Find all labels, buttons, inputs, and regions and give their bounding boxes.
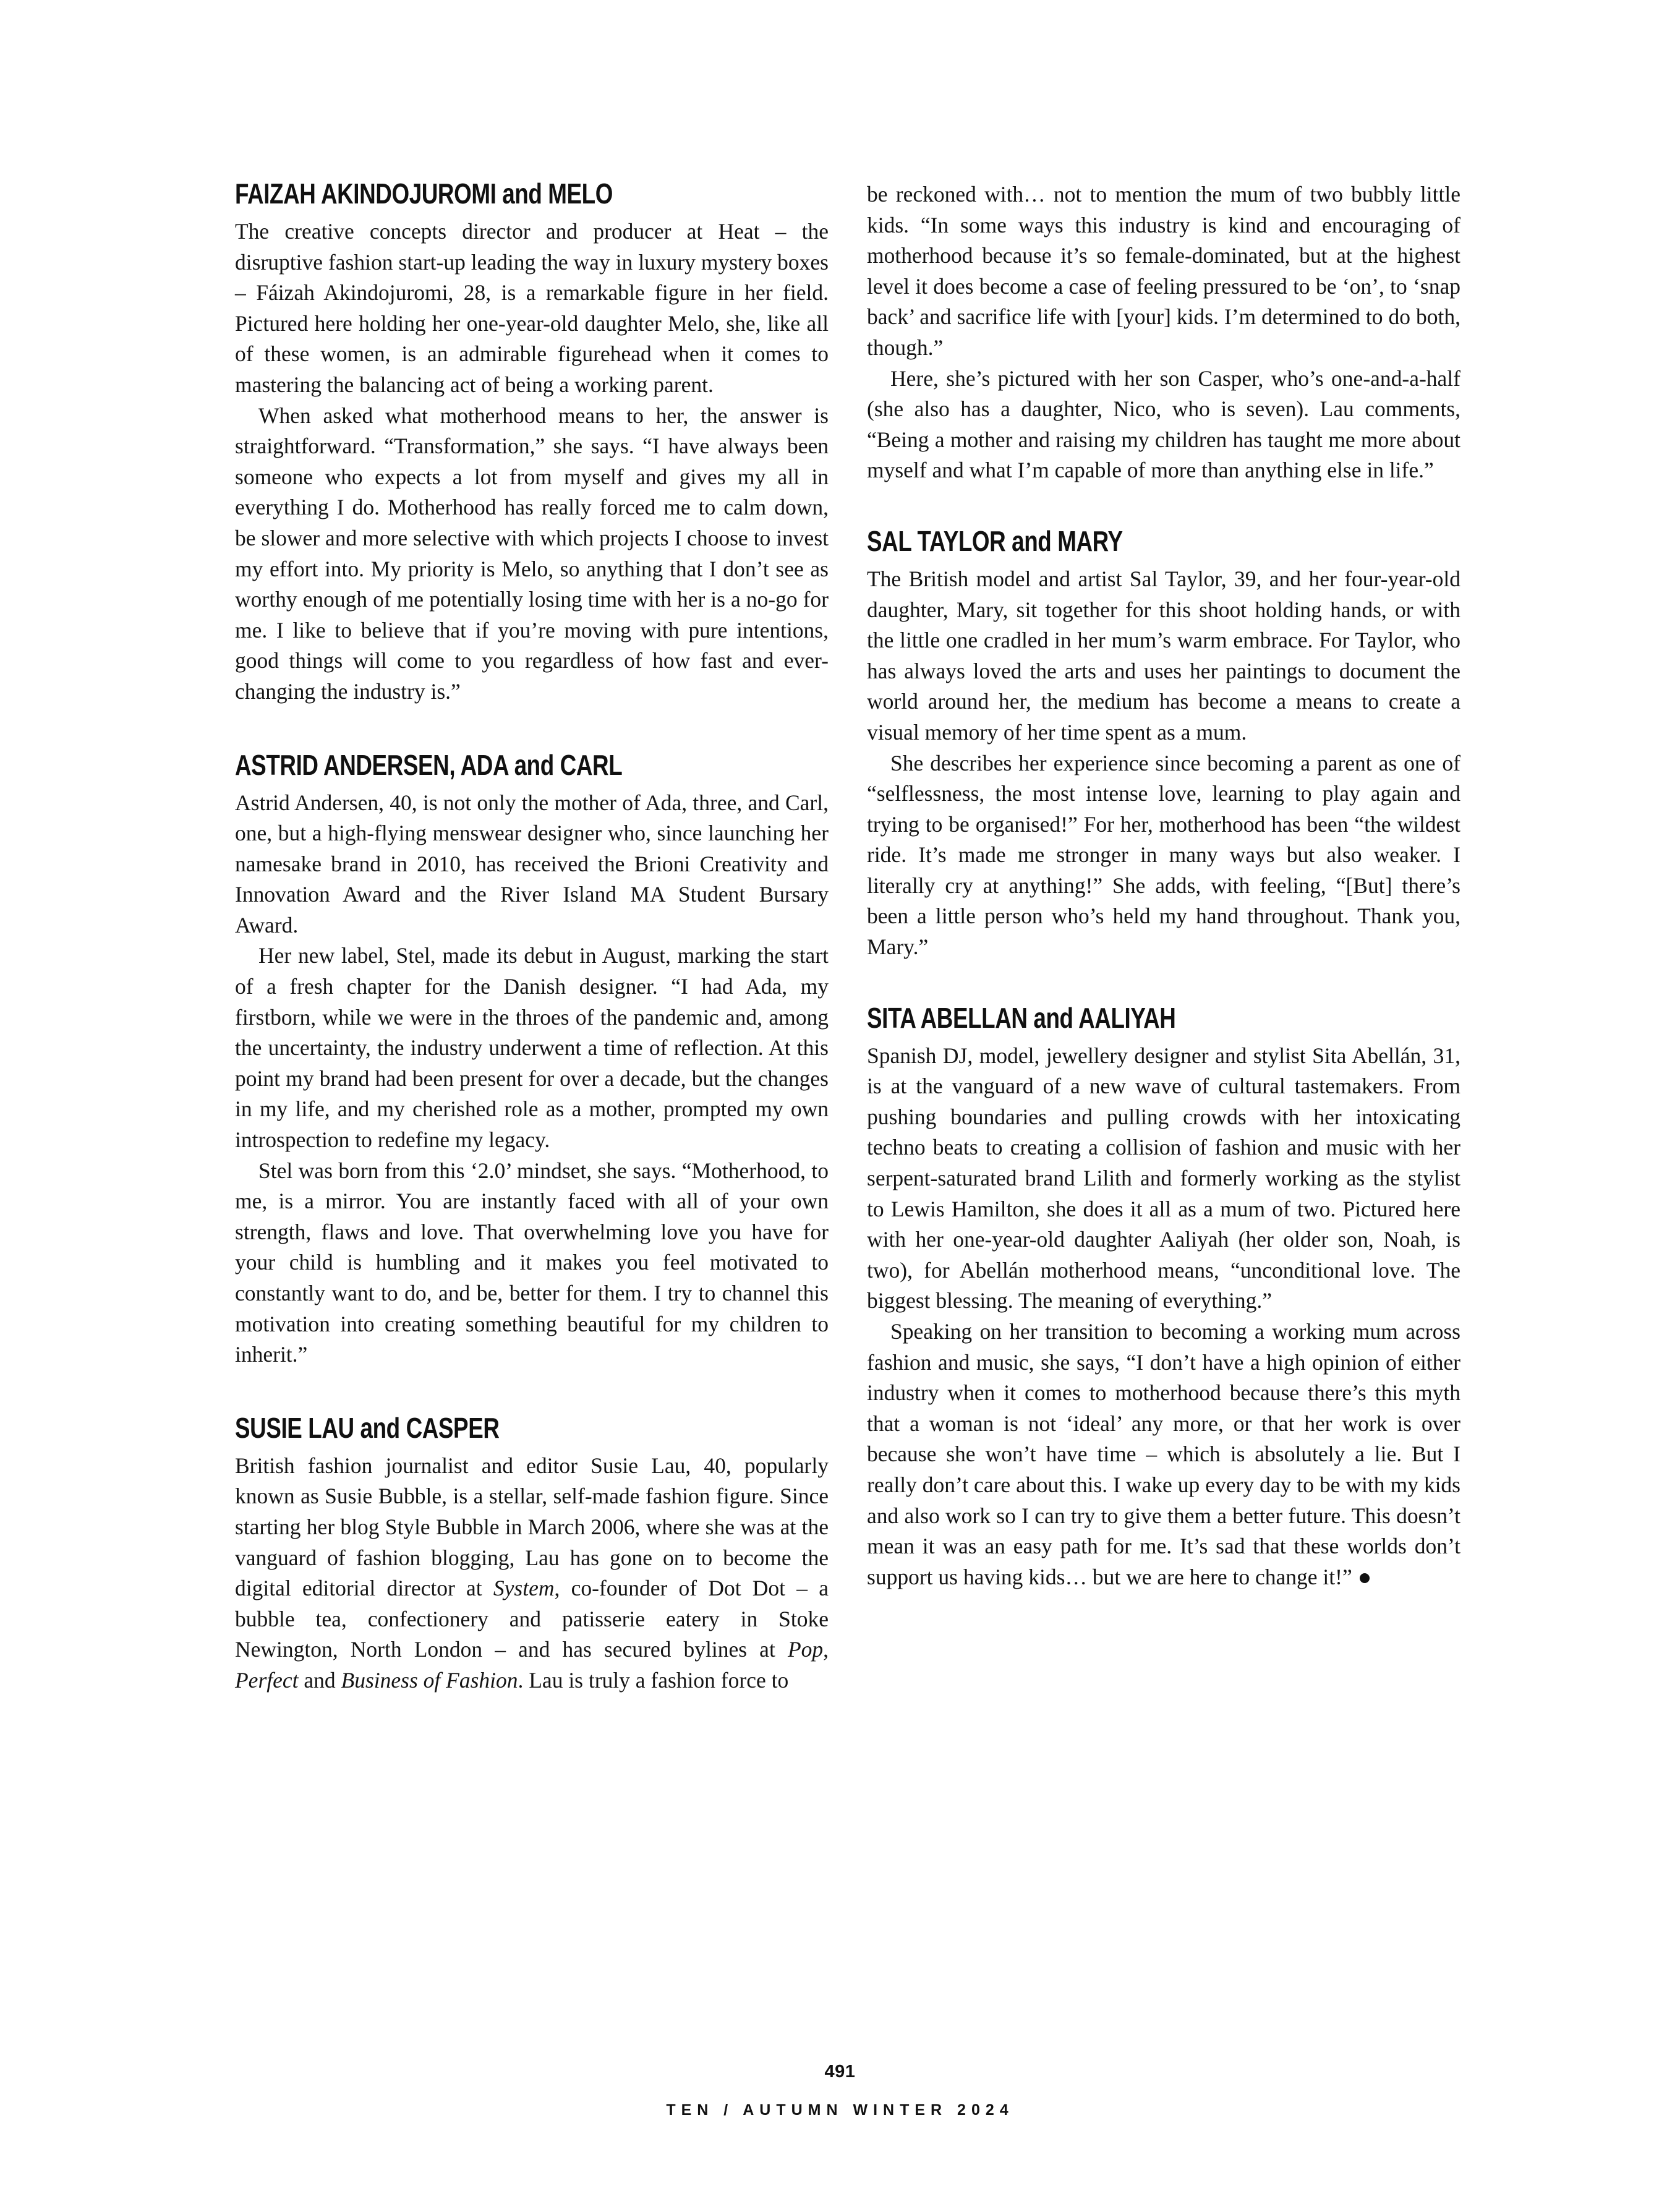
paragraph: Spanish DJ, model, jewellery designer and stylist Sita Abellán, 31, is at the vanguard of a new wave of cultural tastemakers. From pushing boundaries and pulling crowds with her intoxicating techno beats to creating a collision of fashion and music with her serpent-saturated brand Lilith and formerly working as the stylist to Lewis Hamilton, she does it all as a mum of two. Pictured here with her one-year-old daughter Aaliyah (her older son, Noah, is two), for Abellán motherhood means, “unconditional love. The biggest blessing. The meaning of everything.” [867, 1043, 1460, 1313]
paragraph-text: Speaking on her transition to becoming a working mum across fashion and music, she says, “I don’t have a high opinion of either industry when it comes to motherhood because there’s this myth that a woman is not ‘ideal’ any more, or that her work is over because she won’t have time – which is absolutely a lie. But I really don’t care about this. I wake up every day to be with my kids and also work so I can try to give them a better future. This doesn’t mean it was an easy path for me. It’s sad that these worlds don’t support us having kids… but we are here to change it!” [867, 1319, 1460, 1589]
paragraph: Here, she’s pictured with her son Casper, who’s one-and-a-half (she also has a daughter, Nico, who is seven). Lau comments, “Being a mother and raising my children has taught me more about myself and what I’m capable of more than anything else in life.” [867, 365, 1460, 483]
paragraph: Astrid Andersen, 40, is not only the mother of Ada, three, and Carl, one, but a high-flying menswear designer who, since launching her namesake brand in 2010, has received the Brioni Creativity and Innovation Award and the River Island MA Student Bursary Award. [235, 790, 829, 937]
paragraph: British fashion journalist and editor Susie Lau, 40, popularly known as Susie Bubble, is a stellar, self-made fashion figure. Since starting her blog Style Bubble in March 2006, where she was at the vanguard of fashion blogging, Lau has gone on to become the digital editorial director at System, co-founder of Dot Dot – a bubble tea, confectionery and patisserie eatery in Stoke Newington, North London – and has secured bylines at Pop, Perfect and Business of Fashion. Lau is truly a fashion force to [235, 1453, 829, 1693]
paragraph-final [867, 1317, 1460, 1592]
paragraph: Her new label, Stel, made its debut in August, marking the start of a fresh chapter for the Danish designer. “I had Ada, my firstborn, while we were in the throes of the pandemic and, among the uncertainty, the industry underwent a time of reflection. At this point my brand had been present for over a decade, but the changes in my life, and my cherished role as a mother, prompted my own introspection to redefine my legacy. [235, 943, 829, 1153]
article-section-sita [867, 1001, 1460, 1593]
article-section-faizah [235, 179, 829, 707]
paragraph: be reckoned with… not to mention the mum of two bubbly little kids. “In some ways this industry is kind and encouraging of motherhood because it’s so female-dominated, but at the highest level it does become a case of feeling pressured to be ‘on’, to ‘snap back’ and sacrifice life with [your] kids. I’m determined to do both, though.” [867, 182, 1460, 360]
article-columns [235, 177, 1460, 1696]
text-column-left [235, 179, 829, 1696]
section-heading-faizah: FAIZAH AKINDOJUROMI and MELO [235, 177, 613, 210]
article-section-susie-continued [867, 179, 1460, 486]
end-of-article-bullet-icon [1360, 1573, 1370, 1583]
text-column-right [867, 179, 1460, 1696]
article-section-astrid [235, 748, 829, 1370]
page-number: 491 [824, 2062, 856, 2082]
section-heading-sita: SITA ABELLAN and AALIYAH [867, 1001, 1176, 1034]
running-footer: TEN / AUTUMN WINTER 2024 [666, 2101, 1014, 2119]
paragraph: She describes her experience since becoming a parent as one of “selflessness, the most intense love, learning to play again and trying to be organised!” For her, motherhood has been “the wildest ride. It’s made me stronger in many ways but also weaker. I literally cry at anything!” She adds, with feeling, “[But] there’s been a little person who’s held my hand throughout. Thank you, Mary.” [867, 750, 1460, 960]
section-heading-sal: SAL TAYLOR and MARY [867, 524, 1123, 557]
paragraph: The British model and artist Sal Taylor, 39, and her four-year-old daughter, Mary, sit together for this shoot holding hands, or with the little one cradled in her mum’s warm embrace. For Taylor, who has always loved the arts and uses her paintings to document the world around her, the medium has become a means to create a visual memory of her time spent as a mum. [867, 566, 1460, 745]
paragraph: Stel was born from this ‘2.0’ mindset, she says. “Motherhood, to me, is a mirror. You are instantly faced with all of your own strength, flaws and love. That overwhelming love you have for your child is humbling and it makes you feel motivated to constantly want to do, and be, better for them. I try to channel this motivation into creating something beautiful for my children to inherit.” [235, 1158, 829, 1367]
section-heading-astrid: ASTRID ANDERSEN, ADA and CARL [235, 748, 623, 781]
section-heading-susie: SUSIE LAU and CASPER [235, 1411, 500, 1444]
article-section-sal [867, 524, 1460, 963]
paragraph: The creative concepts director and producer at Heat – the disruptive fashion start-up leading the way in luxury mystery boxes – Fáizah Akindojuromi, 28, is a remarkable figure in her field. Pictured here holding her one-year-old daughter Melo, she, like all of these women, is an admirable figurehead when it comes to mastering the balancing act of being a working parent. [235, 219, 829, 397]
paragraph: When asked what motherhood means to her, the answer is straightforward. “Transformation,” she says. “I have always been someone who expects a lot from myself and gives my all in everything I do. Motherhood has really forced me to calm down, be slower and more selective with which projects I choose to invest my effort into. My priority is Melo, so anything that I don’t see as worthy enough of me potentially losing time with her is a no-go for me. I like to believe that if you’re moving with pure intentions, good things will come to you regardless of how fast and ever-changing the industry is.” [235, 403, 829, 704]
article-section-susie [235, 1411, 829, 1696]
